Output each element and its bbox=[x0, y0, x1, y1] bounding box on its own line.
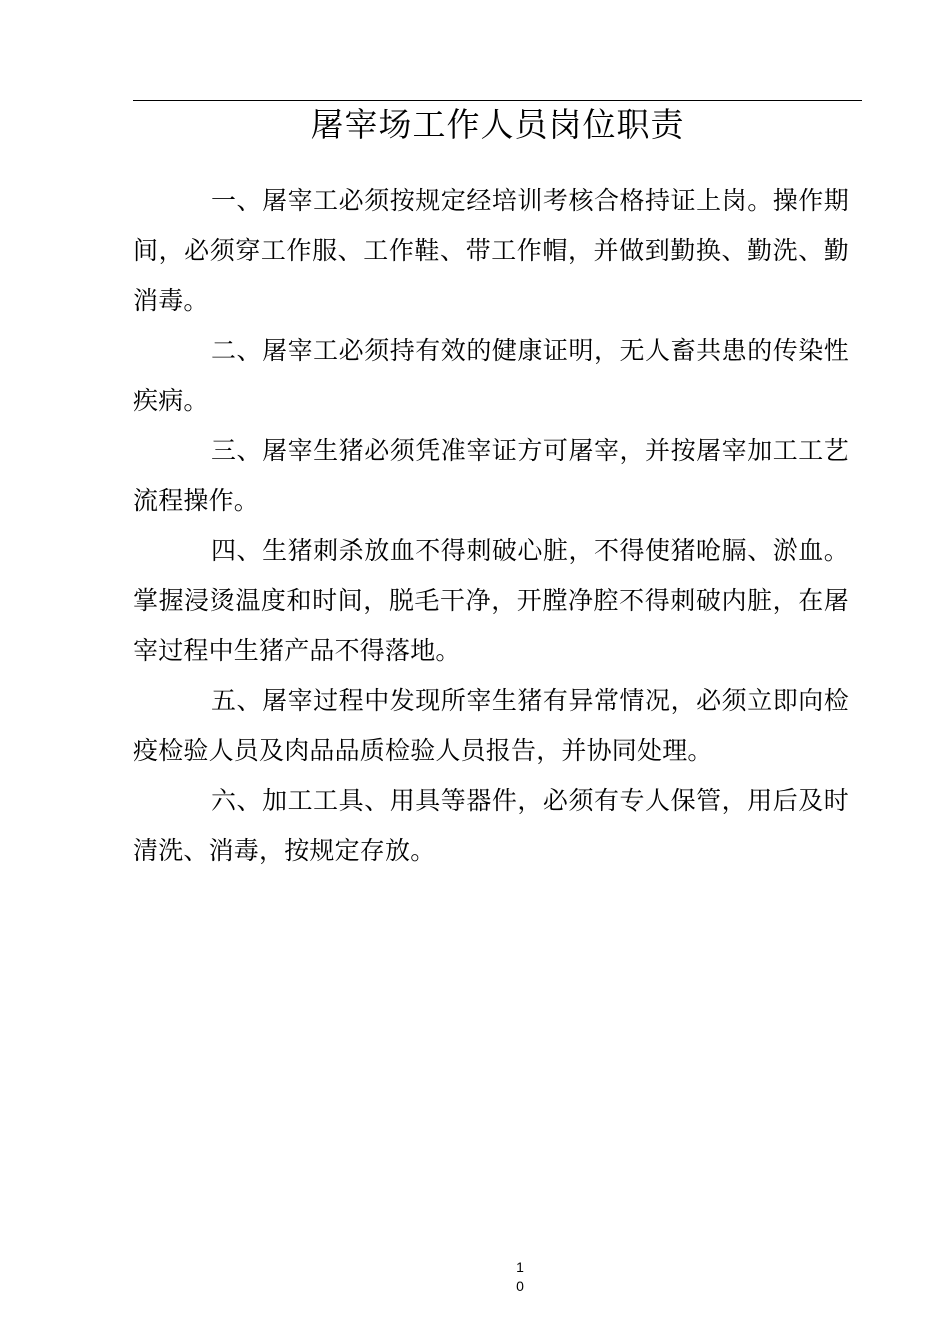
paragraph-5: 五、屠宰过程中发现所宰生猪有异常情况，必须立即向检疫检验人员及肉品品质检验人员报告，并协同处理。 bbox=[133, 686, 849, 765]
paragraph-1: 一、屠宰工必须按规定经培训考核合格持证上岗。操作期间，必须穿工作服、工作鞋、带工作帽，并做到勤换、勤洗、勤消毒。 bbox=[133, 186, 849, 315]
paragraph-3: 三、屠宰生猪必须凭准宰证方可屠宰，并按屠宰加工工艺流程操作。 bbox=[133, 436, 849, 515]
page-number-line-2: 0 bbox=[516, 1278, 524, 1294]
paragraph-2: 二、屠宰工必须持有效的健康证明，无人畜共患的传染性疾病。 bbox=[133, 336, 849, 415]
document-body bbox=[133, 176, 849, 876]
paragraph-4: 四、生猪刺杀放血不得刺破心脏，不得使猪呛膈、淤血。掌握浸烫温度和时间，脱毛干净，开膛净腔不得刺破内脏，在屠宰过程中生猪产品不得落地。 bbox=[133, 536, 849, 665]
document-title: 屠宰场工作人员岗位职责 bbox=[310, 105, 685, 144]
page-number-line-1: 1 bbox=[516, 1259, 524, 1275]
paragraph-6: 六、加工工具、用具等器件，必须有专人保管，用后及时清洗、消毒，按规定存放。 bbox=[133, 786, 849, 865]
page-number bbox=[0, 1258, 950, 1296]
